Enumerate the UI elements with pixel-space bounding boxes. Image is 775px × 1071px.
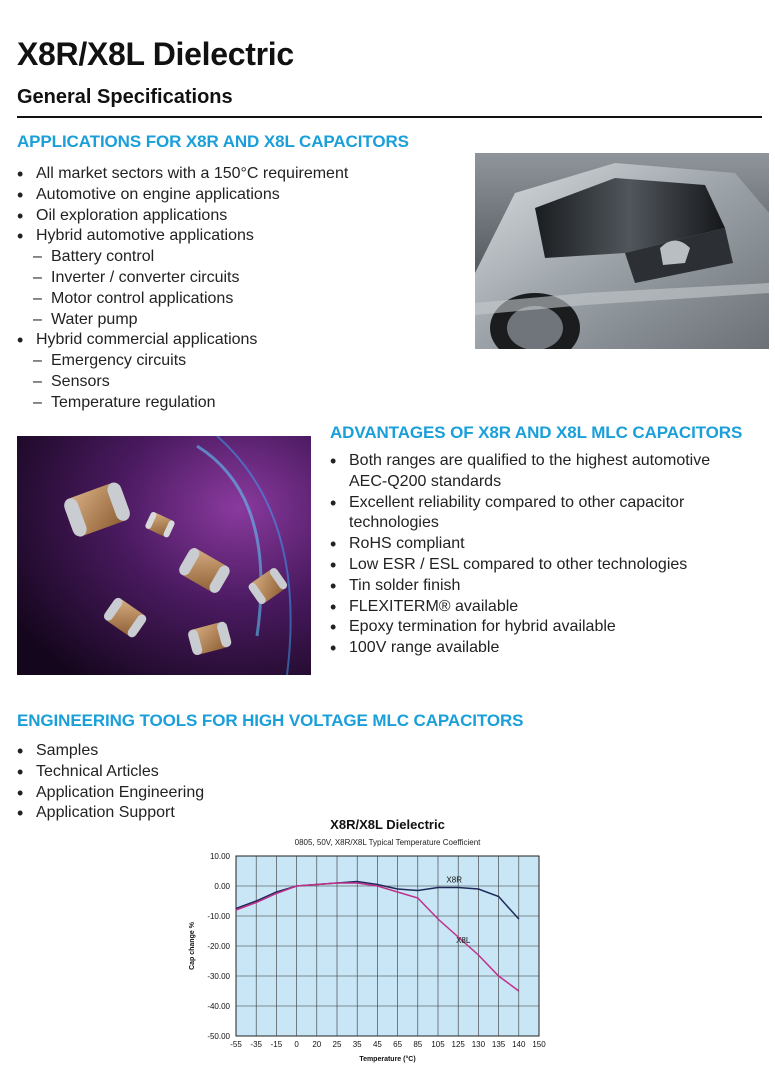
sub-list-item: – Sensors [17,372,467,393]
x-tick-label: 45 [372,1040,382,1049]
list-item: • Tin solder finish [330,576,750,597]
applications-list [17,164,467,414]
list-item: • Application Engineering [17,783,317,804]
x-tick-label: 135 [491,1040,506,1049]
list-item: • Samples [17,741,317,762]
x-tick-label: 125 [451,1040,465,1049]
x-tick-label: 150 [532,1040,546,1049]
x-tick-label: 140 [512,1040,526,1049]
chart-subtitle: 0805, 50V, X8R/X8L Typical Temperature Coefficient [294,838,481,847]
sub-list-item: – Motor control applications [17,289,467,310]
list-item: • Oil exploration applications [17,206,467,227]
y-tick-label: 10.00 [209,852,230,861]
y-axis-label: Cap change % [189,922,196,970]
x-tick-label: 65 [393,1040,403,1049]
sub-list-item: – Emergency circuits [17,351,467,372]
y-tick-label: -10.00 [207,912,230,921]
list-item: • Automotive on engine applications [17,185,467,206]
temperature-coefficient-chart [180,850,550,1068]
y-tick-label: -20.00 [207,942,230,951]
list-item: • Excellent reliability compared to other capacitor technologies [330,493,750,535]
x-tick-label: 25 [332,1040,342,1049]
x-tick-label: -35 [250,1040,262,1049]
x-tick-label: -55 [230,1040,242,1049]
list-item: • Hybrid automotive applications [17,226,467,247]
car-photo [475,153,769,349]
list-item: • RoHS compliant [330,534,750,555]
x-tick-label: 105 [431,1040,445,1049]
advantages-heading: ADVANTAGES OF X8R AND X8L MLC CAPACITORS [330,423,743,442]
list-item: • Both ranges are qualified to the highest automotive AEC-Q200 standards [330,451,750,493]
x-tick-label: 85 [413,1040,423,1049]
sub-list-item: – Inverter / converter circuits [17,268,467,289]
x-tick-label: 0 [294,1040,299,1049]
x-tick-label: 35 [352,1040,362,1049]
list-item: • All market sectors with a 150°C requirement [17,164,467,185]
sub-list-item: – Temperature regulation [17,393,467,414]
x-tick-label: 130 [471,1040,486,1049]
sub-list-item: – Battery control [17,247,467,268]
page-subtitle: General Specifications [17,86,233,108]
page-title: X8R/X8L Dielectric [17,36,294,72]
engineering-heading: ENGINEERING TOOLS FOR HIGH VOLTAGE MLC CAPACITORS [17,711,524,730]
applications-heading: APPLICATIONS FOR X8R AND X8L CAPACITORS [17,132,409,151]
list-item: • 100V range available [330,638,750,659]
engineering-list [17,741,317,824]
chart-title: X8R/X8L Dielectric [330,817,445,832]
capacitors-photo [17,436,311,675]
series-label-x8r: X8R [446,875,462,885]
list-item: • Application Support [17,803,317,824]
list-item: • Low ESR / ESL compared to other technologies [330,555,750,576]
header-divider [17,116,762,118]
y-tick-label: -30.00 [207,972,230,981]
list-item: • FLEXITERM® available [330,597,750,618]
advantages-list [330,451,750,659]
list-item: • Hybrid commercial applications [17,330,467,351]
list-item: • Epoxy termination for hybrid available [330,617,750,638]
x-tick-label: 20 [312,1040,322,1049]
y-tick-label: -40.00 [207,1002,230,1011]
x-axis-label: Temperature (°C) [359,1056,416,1063]
list-item: • Technical Articles [17,762,317,783]
series-label-x8l: X8L [456,936,471,945]
y-tick-label: 0.00 [214,882,230,891]
y-tick-label: -50.00 [207,1032,230,1041]
x-tick-label: -15 [270,1040,283,1049]
sub-list-item: – Water pump [17,310,467,331]
